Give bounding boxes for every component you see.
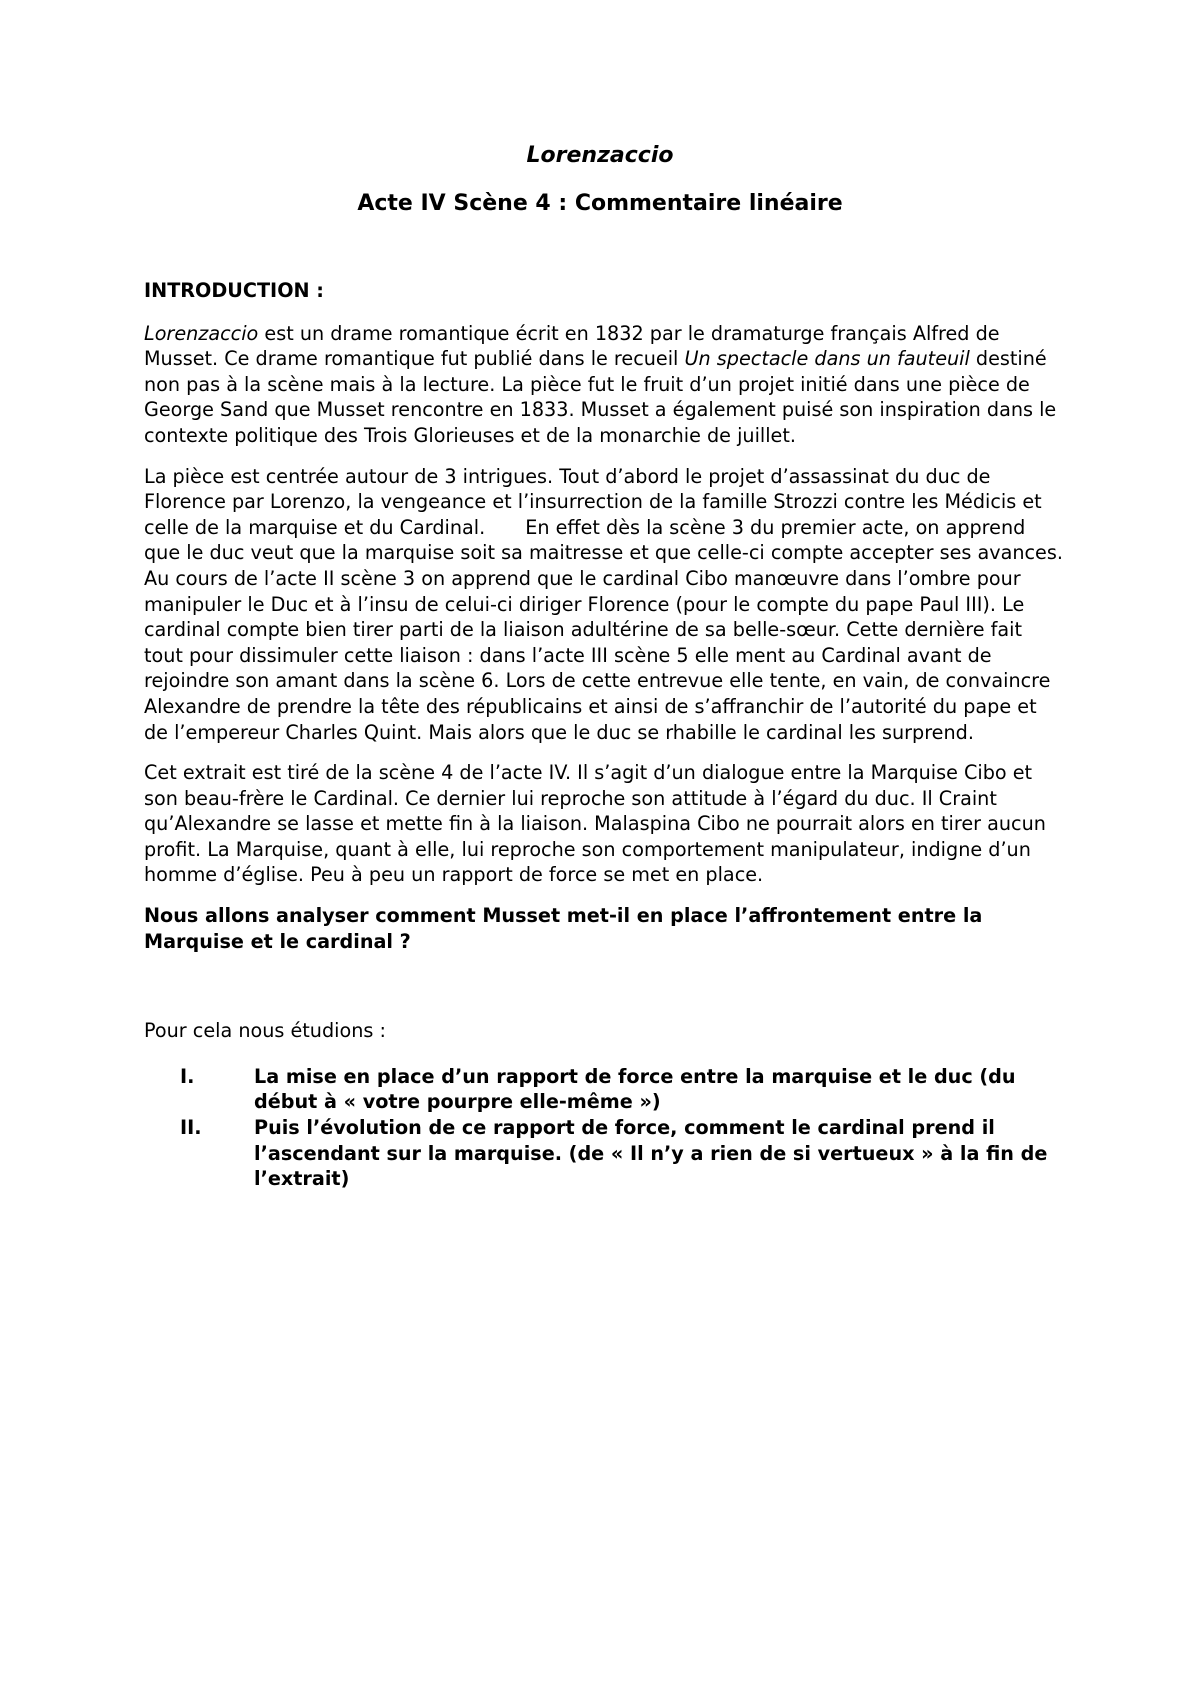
document-subtitle: Acte IV Scène 4 : Commentaire linéaire [357,191,843,216]
document-title: Lorenzaccio [526,143,674,168]
plan-intro: Pour cela nous étudions : [144,1019,386,1043]
work-title: Lorenzaccio [144,321,259,345]
plan-item-number: I. [180,1064,195,1088]
collection-title: Un spectacle dans un fauteuil [684,347,970,371]
paragraph-situation: Cet extrait est tiré de la scène 4 de l’acte IV. Il s’agit d’un dialogue entre la Marquise Cibo et son beau-frère le Cardinal. Ce dernier lui reproche son attitude à l’égard du duc. Il Craint qu’Alexandre se lasse et mette fin à la liaison. Malaspina Cibo ne pourrait alors en tirer aucun profit. La Marquise, quant à elle, lui reproche son comportement manipulateur, indigne d’un homme d’église. Peu à peu un rapport de force se met en place. [144,761,1046,887]
paragraph-context-text-b: destiné non pas à la scène mais à la lecture. La pièce fut le fruit d’un projet initié dans une pièce de George Sand que Musset rencontre en 1833. Musset a également puisé son inspiration dans le contexte politique des Trois Glorieuses et de la monarchie de juillet. [144,347,1057,447]
problematic: Nous allons analyser comment Musset met-il en place l’affrontement entre la Marquise et le cardinal ? [144,904,983,953]
paragraph-context [144,321,1064,449]
paragraph-intrigues [144,464,1064,746]
document-body [144,278,1064,1192]
plan-item-text: Puis l’évolution de ce rapport de force, comment le cardinal prend il l’ascendant sur la marquise. (de « Il n’y a rien de si vertueux » à la fin de l’extrait) [254,1116,1048,1191]
plan-item [144,1064,1064,1115]
plan-item-text: La mise en place d’un rapport de force entre la marquise et le duc (du début à « votre pourpre elle-même ») [254,1064,1016,1114]
section-heading-introduction: INTRODUCTION : [144,279,324,302]
plan-item [144,1115,1064,1192]
paragraph-intrigues-text-b: En effet dès la scène 3 du premier acte, on apprend que le duc veut que la marquise soit sa maitresse et que celle-ci compte accepter ses avances. Au cours de l’acte II scène 3 on apprend que le cardinal Cibo manœuvre dans l’ombre pour manipuler le Duc et à l’insu de celui-ci diriger Florence (pour le compte du pape Paul III). Le cardinal compte bien tirer parti de la liaison adultérine de sa belle-sœur. Cette dernière fait tout pour dissimuler cette liaison : dans l’acte III scène 5 elle ment au Cardinal avant de rejoindre son amant dans la scène 6. Lors de cette entrevue elle tente, en vain, de convaincre Alexandre de prendre la tête des républicains et ainsi de s’affranchir de l’autorité du pape et de l’empereur Charles Quint. Mais alors que le duc se rhabille le cardinal les surprend. [144,515,1063,744]
plan-item-number: II. [180,1116,202,1140]
paragraph-intrigues-text-a: La pièce est centrée autour de 3 intrigues. Tout d’abord le projet d’assassinat du duc de Florence par Lorenzo, la vengeance et l’insurrection de la famille Strozzi contre les Médicis et celle de la marquise et du Cardinal. [144,464,1042,539]
plan-list [144,1064,1064,1192]
paragraph-context-text-a: est un drame romantique écrit en 1832 par le dramaturge français Alfred de Musset. Ce drame romantique fut publié dans le recueil [144,321,1000,371]
